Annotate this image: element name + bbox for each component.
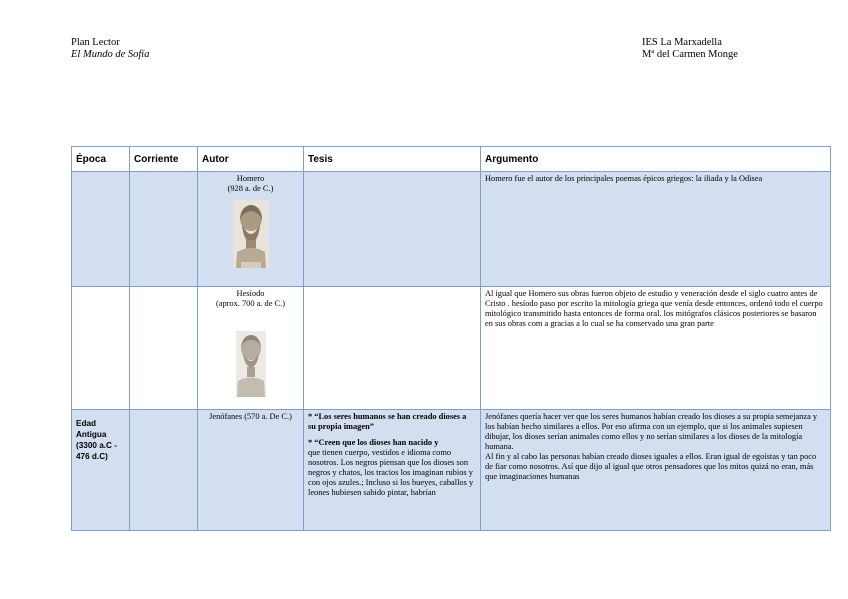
cell-epoca <box>72 172 130 287</box>
cell-tesis <box>304 410 481 531</box>
header-plan-lector: Plan Lector <box>71 37 120 48</box>
header-tesis: Tesis <box>304 147 481 172</box>
cell-corriente <box>130 172 198 287</box>
header-autor: Autor <box>198 147 304 172</box>
argumento-text-2: Al fin y al cabo las personas habían creado dioses iguales a ellos. Eran igual de egoístas y tan poco de fiar como nosotros. Así que dijo al igual que otros pensadores que los mitos quizá no eran, más que imaginaciones humanas <box>485 452 817 481</box>
cell-autor <box>198 172 304 287</box>
cell-corriente <box>130 287 198 410</box>
cell-epoca <box>72 287 130 410</box>
cell-autor <box>198 410 304 531</box>
header-book-title: El Mundo de Sofía <box>71 49 150 60</box>
table-row <box>72 172 831 287</box>
autor-date: (aprox. 700 a. de C.) <box>215 299 286 308</box>
tesis-quote-2: * “Creen que los dioses han nacido y <box>308 438 439 447</box>
tesis-quote-2-cont: que tienen cuerpo, vestidos e idioma como nosotros. Los negros piensan que los dioses son negros y chatos, los tracios los imaginan rubios y con ojos azules.; Incluso si los bueyes, caballos y leones hubiesen sabido pintar, habrían <box>308 448 474 497</box>
header-right <box>642 37 738 61</box>
table-row <box>72 287 831 410</box>
header-school: IES La Marxadella <box>642 37 722 48</box>
cell-argumento <box>481 410 831 531</box>
autor-name: Homero <box>236 174 265 183</box>
cell-argumento: Homero fue el autor de los principales poemas épicos griegos: la iliada y la Odisea <box>481 172 831 287</box>
autor-name: Jenófanes (570 a. De C.) <box>209 412 292 421</box>
table-row <box>72 410 831 531</box>
header-teacher: Mª del Carmen Monge <box>642 49 738 60</box>
argumento-text: Jenófanes quería hacer ver que los seres humanos habían creado los dioses a su propia semejanza y los habían hecho similares a ellos. Por eso afirma con un ejemplo, que si los animales supiesen dibujar, los dioses serían animales como ellos y no serían similares a los dioses de la mitología humana. <box>485 412 818 451</box>
header-left <box>71 37 149 61</box>
header-epoca: Época <box>72 147 130 172</box>
cell-corriente <box>130 410 198 531</box>
philosophy-table <box>71 146 831 531</box>
cell-epoca: Edad Antigua (3300 a.C - 476 d.C) <box>72 410 130 531</box>
table-header-row <box>72 147 831 172</box>
cell-tesis <box>304 172 481 287</box>
tesis-quote-1: * “Los seres humanos se han creado dioses a su propia imagen” <box>308 412 467 431</box>
autor-date: (928 a. de C.) <box>227 184 274 193</box>
autor-name: Hesíodo <box>236 289 265 298</box>
hesiod-bust-image <box>236 331 266 397</box>
header-corriente: Corriente <box>130 147 198 172</box>
cell-argumento: Al igual que Homero sus obras fueron objeto de estudio y veneración desde el siglo cuatro antes de Cristo . hesíodo paso por escrito la mitología griega que venía desde entonces, ordenó todo el cuerpo mitológico transmitido hasta entonces de forma oral. los mitógrafos clásicos posteriores se basaron en sus obras com a gracias a lo cual se ha conservado una gran parte <box>481 287 831 410</box>
cell-autor <box>198 287 304 410</box>
homer-bust-image <box>233 200 269 268</box>
header-argumento: Argumento <box>481 147 831 172</box>
cell-tesis <box>304 287 481 410</box>
